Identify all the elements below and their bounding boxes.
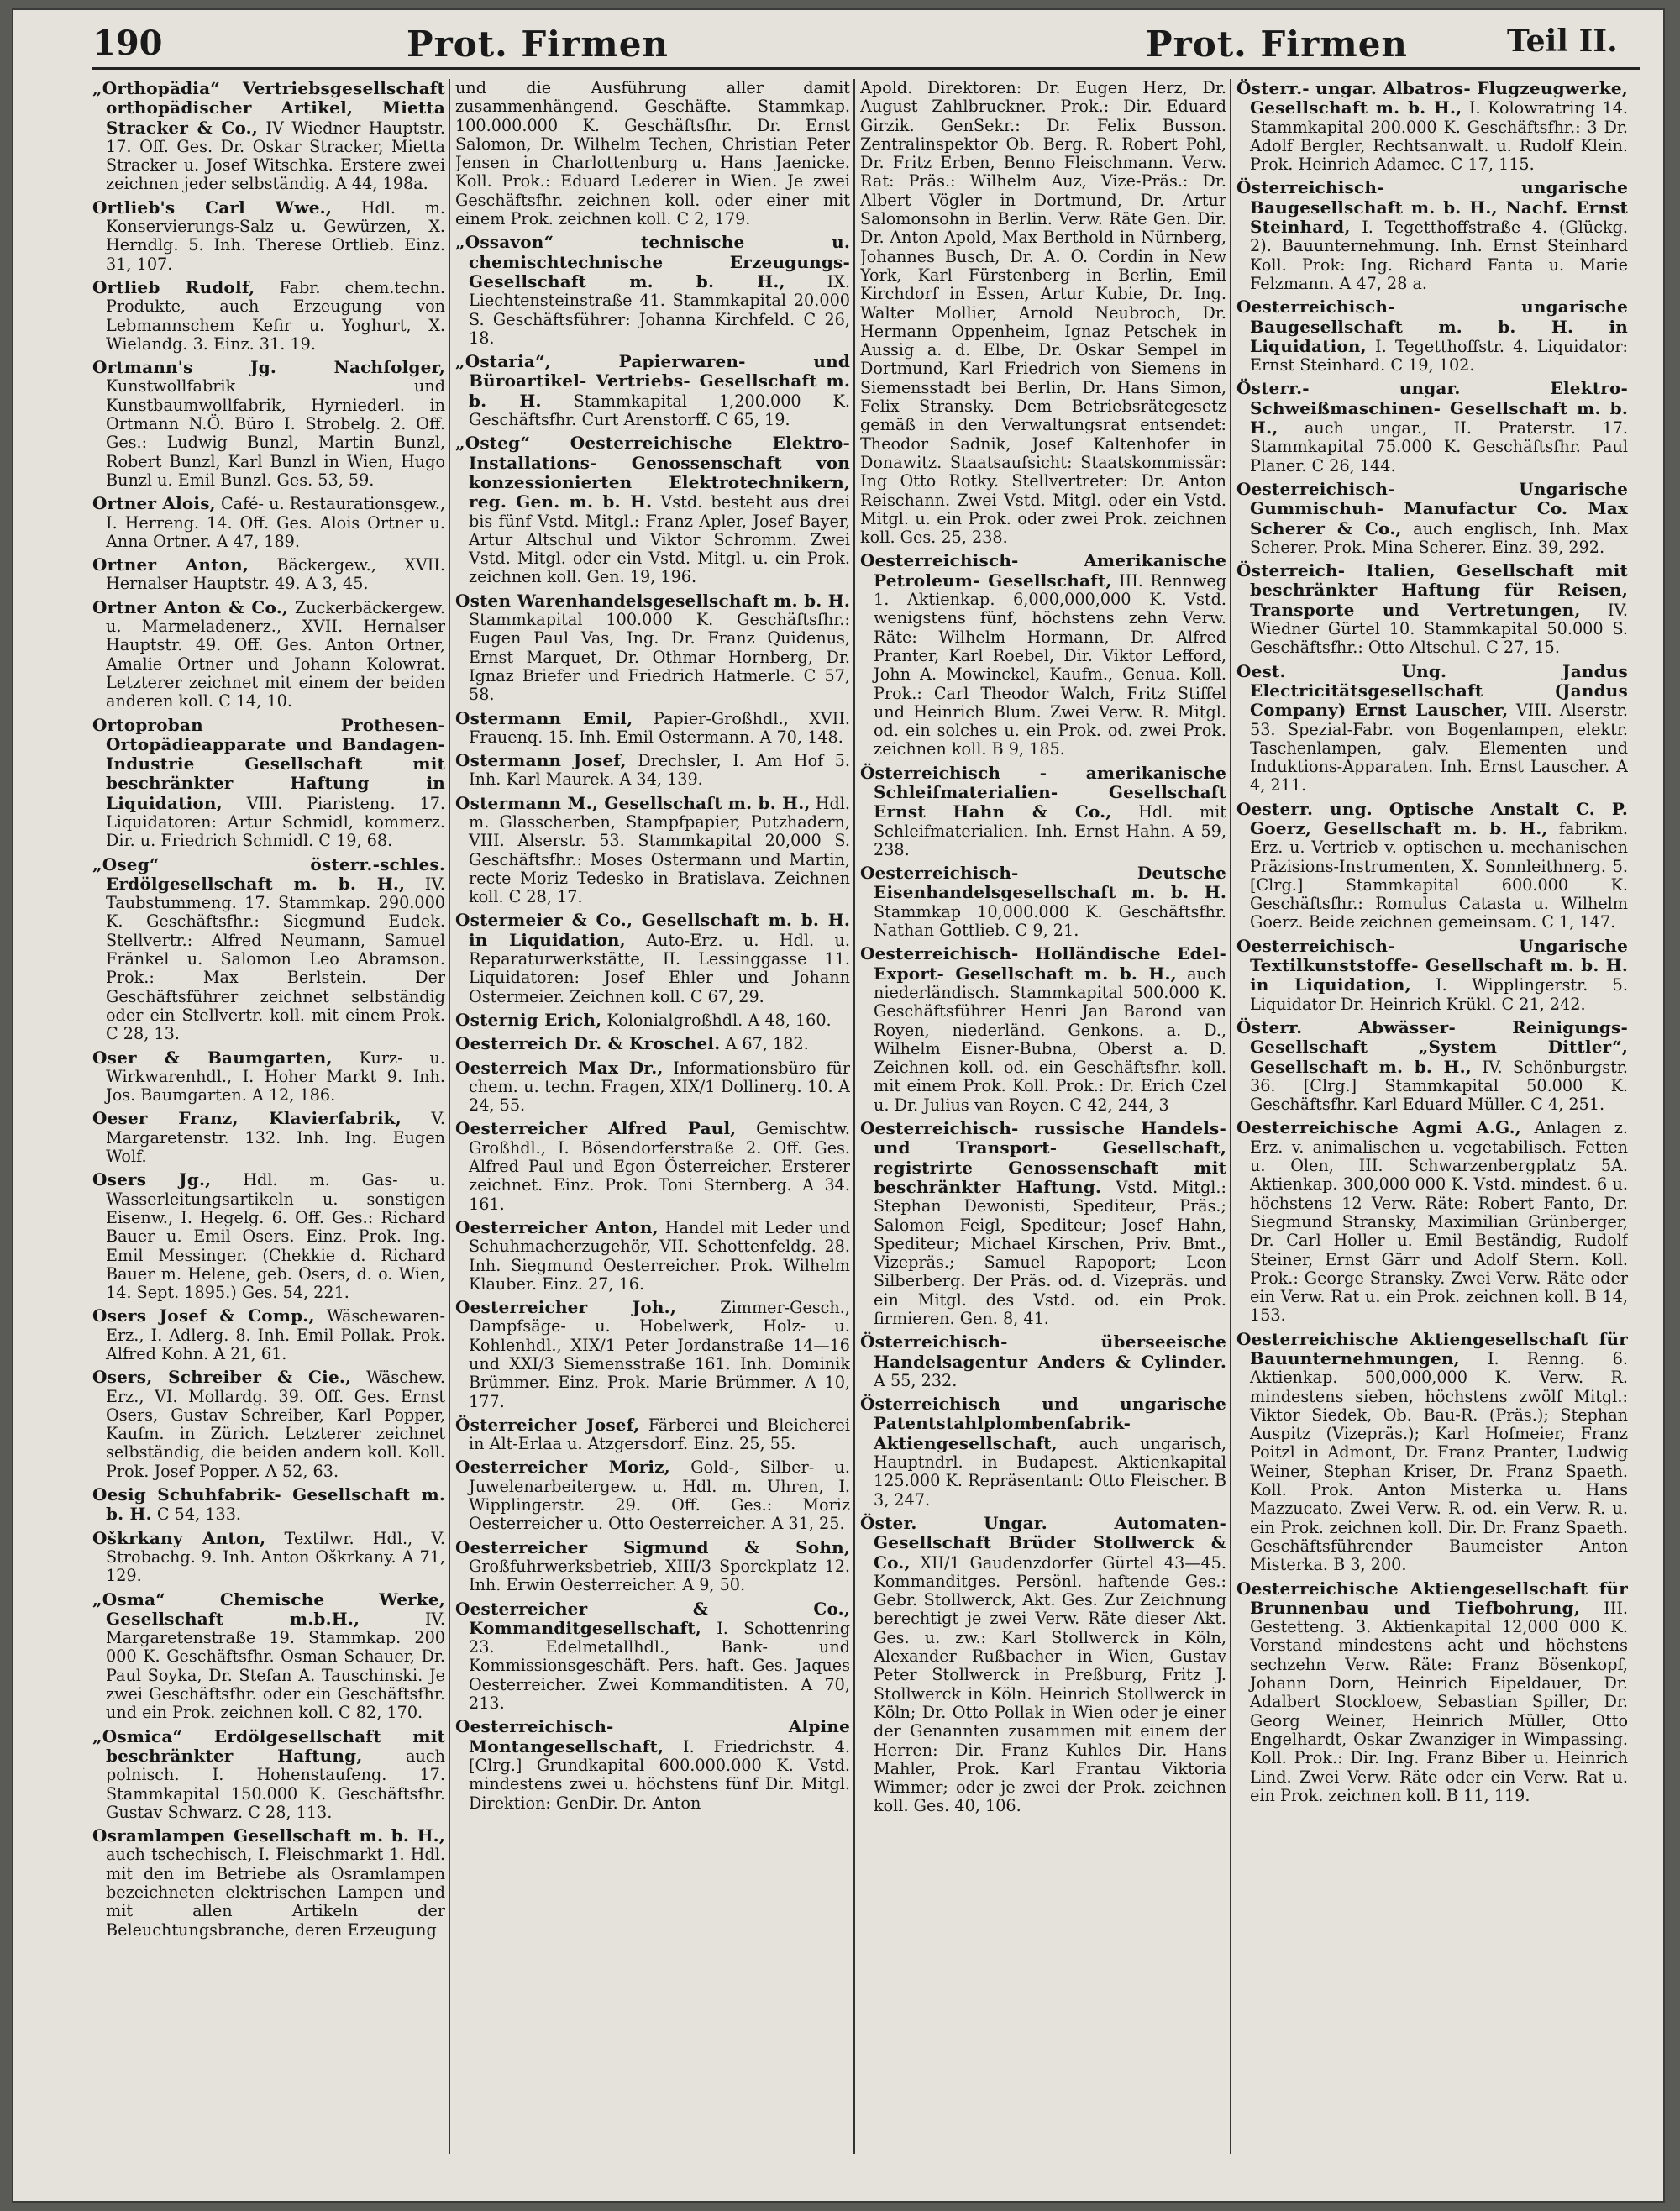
directory-entry — [92, 1170, 445, 1302]
firm-name: Oesterreicher & Co., Kommanditgesellschaft, — [455, 1598, 850, 1638]
entry-details: Auto-Erz. u. Hdl. u. Reparaturwerkstätte, II. Lessinggasse 11. Liquidatoren: Josef Ehler und Johann Ostermeier. Zeichnen koll. C 67, 29. — [469, 930, 850, 1006]
directory-entry — [1236, 79, 1628, 174]
firm-name: Oesterreicher Sigmund & Sohn, — [455, 1536, 850, 1557]
entry-details: I. Tegetthoffstr. 4. Liquidator: Ernst Steinhard. C 19, 102. — [1250, 336, 1628, 376]
entry-details: III. Rennweg 1. Aktienkap. 6,000,000,000 K. Vstd. wenigstens fünf, höchstens zehn Verw. Räte: Wilhelm Hormann, Dr. Alfred Pranter, Karl Roebel, Dir. Viktor Lefford, John A. Mowinckel, Kaufm., Genua. Koll. Prok.: Carl Theodor Walch, Fritz Stiffel und Heinrich Blum. Zwei Verw. R. Mitgl. od. ein solches u. ein Prok. od. zwei Prok. zeichnen koll. B 9, 185. — [874, 570, 1226, 759]
entry-details: Wäschew. Erz., VI. Mollardg. 39. Off. Ges. Ernst Osers, Gustav Schreiber, Karl Popper, Kaufm. in Zürich. Letzterer zeichnet selbständig, die beiden andern koll. Koll. Prok. Josef Popper. A 52, 63. — [106, 1368, 445, 1481]
directory-entry — [455, 591, 850, 705]
entry-details: Färberei und Bleicherei in Alt-Erlaa u. Atzgersdorf. Einz. 25, 55. — [469, 1415, 850, 1454]
firm-name: Österreichisch - amerikanische Schleifmaterialien- Gesellschaft Ernst Hahn & Co., — [860, 762, 1226, 822]
page-number: 190 — [92, 24, 163, 63]
directory-entry — [455, 911, 850, 1006]
directory-entry — [455, 1218, 850, 1294]
directory-entry — [455, 751, 850, 790]
directory-entry — [92, 598, 445, 712]
firm-name: Oesterreichisch- Deutsche Eisenhandelsgesellschaft m. b. H. — [860, 863, 1226, 903]
directory-entry — [1236, 561, 1628, 657]
directory-entry — [1236, 379, 1628, 475]
firm-name: Osramlampen Gesellschaft m. b. H., — [92, 1825, 445, 1846]
directory-entry — [1236, 1330, 1628, 1575]
directory-entry — [1236, 1018, 1628, 1114]
entry-details: Hdl. m. Konservierungs-Salz u. Gewürzen, X. Herndlg. 5. Inh. Therese Ortlieb. Einz. 31, 107. — [106, 197, 445, 274]
entry-details: I. Kolowratring 14. Stammkapital 200.000 K. Geschäftsfhr.: 3 Dr. Adolf Bergler, Rechtsanwalt. u. Rudolf Klein. Prok. Heinrich Adamec. C 17, 115. — [1250, 98, 1628, 175]
directory-entry — [455, 1058, 850, 1116]
firm-name: Oesterreichisch- Amerikanische Petroleum- Gesellschaft, — [860, 550, 1226, 591]
entry-details: Café- u. Restaurationsgew., I. Herreng. 14. Off. Ges. Alois Ortner u. Anna Ortner. A 47, 189. — [106, 494, 445, 551]
entry-details: Stammkapital 100.000 K. Geschäftsfhr.: Eugen Paul Vas, Ing. Dr. Franz Quidenus, Ernst Marquet, Dr. Othmar Hornberg, Dr. Ignaz Briefer und Friedrich Hatmerle. C 57, 58. — [469, 610, 850, 705]
firm-name: Österr. Abwässer- Reinigungs- Gesellschaft „System Dittler“, Gesellschaft m. b. H., — [1236, 1016, 1628, 1077]
firm-name: Osers Jg., — [92, 1169, 212, 1190]
directory-entry — [860, 944, 1226, 1115]
firm-name: Oesterreichisch- russische Handels- und Transport- Gesellschaft, registrirte Genossenschaft mit beschränkter Haftung. — [860, 1118, 1226, 1197]
directory-entry — [455, 79, 850, 228]
running-title-right: Prot. Firmen — [1146, 24, 1408, 65]
firm-name: Ortner Anton & Co., — [92, 596, 289, 617]
firm-name: Ortlieb's Carl Wwe., — [92, 197, 332, 218]
firm-name: Oesterreichisch- ungarische Baugesellschaft m. b. H. in Liquidation, — [1236, 297, 1628, 356]
column-1 — [92, 79, 445, 2171]
entry-details: auch tschechisch, I. Fleischmarkt 1. Hdl. mit den im Betriebe als Osramlampen bezeichneten elektrischen Lampen und mit allen Artikeln der Beleuchtungsbranche, deren Erzeugung — [106, 1845, 445, 1940]
firm-name: Ortoproban Prothesen- Ortopädieapparate und Bandagen-Industrie Gesellschaft mit beschränkter Haftung in Liquidation, — [92, 714, 445, 813]
entry-details: A 55, 232. — [874, 1370, 958, 1390]
entry-details: Zimmer-Gesch., Dampfsäge- u. Hobelwerk, Holz- u. Kohlenhdl., XIX/1 Peter Jordanstraße 14—16 und XXI/3 Siemensstraße 161. Inh. Dominik Brümmer. Einz. Prok. Marie Brümmer. A 10, 177. — [469, 1298, 850, 1411]
directory-entry — [92, 278, 445, 354]
entry-details: auch ungarisch, Hauptndrl. in Budapest. Aktienkapital 125.000 K. Repräsentant: Otto Fleischer. B 3, 247. — [874, 1433, 1226, 1510]
entry-details: Handel mit Leder und Schuhmacherzugehör, VII. Schottenfeldg. 28. Inh. Siegmund Oesterreicher. Prok. Wilhelm Klauber. Einz. 27, 16. — [469, 1217, 850, 1294]
directory-entry — [92, 1485, 445, 1525]
entry-details: XII/1 Gaudenzdorfer Gürtel 43—45. Kommanditges. Persönl. haftende Ges.: Gebr. Stollwerck, Akt. Ges. Zur Zeichnung berechtigt je zwei Verw. Räte dieser Akt. Ges. u. zw.: Karl Stollwerck in Köln, Alexander Rußbacher in Wien, Gustav Peter Stollwerck in Preßburg, Fritz J. Stollwerck in Köln. Heinrich Stollwerck in Köln; Dr. Otto Pollak in Wien oder je einer der Genannten zusammen mit einem der Herren: Dir. Franz Kuhles Dir. Hans Mahler, Prok. Karl Frantau Viktoria Wimmer; oder je zwei der Prok. zeichnen koll. Ges. 40, 106. — [874, 1552, 1226, 1816]
directory-entry — [92, 1590, 445, 1723]
directory-entry — [455, 794, 850, 907]
firm-name: „Osmica“ Erdölgesellschaft mit beschränkter Haftung, — [92, 1725, 445, 1766]
firm-name: Ostermann Josef, — [455, 750, 627, 771]
firm-name: Österreicher Josef, — [455, 1414, 640, 1435]
directory-entry — [860, 764, 1226, 859]
directory-entry — [92, 79, 445, 194]
entry-details: Wäschewaren-Erz., I. Adlerg. 8. Inh. Emil Pollak. Prok. Alfred Kohn. A 21, 61. — [106, 1306, 445, 1363]
firm-name: „Ossavon“ technische u. chemischtechnische Erzeugungs-Gesellschaft m. b. H., — [455, 232, 850, 291]
page-header — [12, 8, 1665, 76]
directory-entry — [455, 433, 850, 586]
firm-name: Ortner Anton, — [92, 554, 249, 575]
firm-name: Ortmann's Jg. Nachfolger, — [92, 357, 445, 378]
entry-details: IV. Margaretenstraße 19. Stammkap. 200 000 K. Geschäftsfhr. Osman Schauer, Dr. Paul Soyka, Dr. Stefan A. Tauschinski. Je zwei Geschäftsfhr. oder ein Geschäftsfhr. und ein Prok. zeichnen koll. C 82, 170. — [106, 1609, 445, 1723]
entry-details: V. Margaretenstr. 132. Inh. Ing. Eugen Wolf. — [106, 1109, 445, 1167]
firm-name: „Ostaria“, Papierwaren- und Büroartikel- Vertriebs- Gesellschaft m. b. H. — [455, 351, 850, 411]
directory-entry — [92, 1306, 445, 1363]
firm-name: Österreich- Italien, Gesellschaft mit beschränkter Haftung für Reisen, Transporte und Vertretungen, — [1236, 560, 1628, 620]
entry-details: Vstd. besteht aus drei bis fünf Vstd. Mitgl.: Franz Apler, Josef Bayer, Artur Altschul und Viktor Schromm. Zwei Vstd. Mitgl. oder ein Vstd. Mitgl. u. ein Prok. zeichnen koll. Gen. 19, 196. — [469, 492, 850, 587]
firm-name: Oesterreichische Agmi A.G., — [1236, 1117, 1521, 1138]
column-divider — [1230, 79, 1231, 2154]
firm-name: Osternig Erich, — [455, 1009, 602, 1030]
firm-name: Ostermeier & Co., Gesellschaft m. b. H. in Liquidation, — [455, 910, 850, 950]
entry-details: Kolonialgroßhdl. A 48, 160. — [601, 1010, 832, 1030]
entry-details: C 54, 133. — [151, 1505, 241, 1525]
entry-details: Bäckergew., XVII. Hernalser Hauptstr. 49. A 3, 45. — [106, 555, 445, 594]
firm-name: Oesterreichische Aktiengesellschaft für Bauunternehmungen, — [1236, 1328, 1628, 1368]
firm-name: Oser & Baumgarten, — [92, 1047, 333, 1068]
entry-details: auch niederländisch. Stammkapital 500.000 K. Geschäftsführer Henri Jan Barond van Royen, niederländ. Genkons. a. D., Wilhelm Eisner-Bubna, Oberst a. D. Zeichnen koll. od. ein Geschäftsfhr. koll. mit einem Prok. Koll. Prok.: Dr. Erich Czel u. Dr. Julius van Royen. C 42, 244, 3 — [874, 964, 1226, 1115]
firm-name: Oesterreicher Moriz, — [455, 1457, 670, 1478]
entry-details: Großfuhrwerksbetrieb, XIII/3 Sporckplatz 12. Inh. Erwin Oesterreicher. A 9, 50. — [469, 1556, 850, 1595]
firm-name: Österreichisch- ungarische Baugesellschaft m. b. H., Nachf. Ernst Steinhard, — [1236, 177, 1628, 238]
column-2 — [455, 79, 850, 2171]
entry-details: IV. Wiedner Gürtel 10. Stammkapital 50.000 S. Geschäftsfhr.: Otto Altschul. C 27, 15. — [1250, 600, 1628, 658]
firm-name: Osers Josef & Comp., — [92, 1305, 315, 1326]
entry-details: Papier-Großhdl., XVII. Frauenq. 15. Inh. Emil Ostermann. A 70, 148. — [469, 708, 850, 747]
directory-entry — [92, 855, 445, 1044]
entry-details: Textilwr. Hdl., V. Strobachg. 9. Inh. Anton Oškrkany. A 71, 129. — [106, 1528, 445, 1586]
firm-name: Oesterreicher Joh., — [455, 1297, 676, 1318]
entry-details: auch englisch, Inh. Max Scherer. Prok. Mina Scherer. Einz. 39, 292. — [1250, 518, 1628, 557]
directory-entry — [92, 1109, 445, 1166]
directory-entry — [92, 358, 445, 490]
directory-entry — [860, 1394, 1226, 1510]
directory-entry — [860, 864, 1226, 940]
directory-entry — [1236, 480, 1628, 557]
firm-name: Oesig Schuhfabrik- Gesellschaft m. b. H. — [92, 1484, 445, 1525]
directory-entry — [92, 1529, 445, 1586]
firm-name: Ostermann Emil, — [455, 707, 633, 728]
directory-entry — [92, 1727, 445, 1822]
entry-details: Gold-, Silber- u. Juwelenarbeitergew. u. Hdl. m. Uhren, I. Wipplingerstr. 29. Off. Ges.: Moriz Oesterreicher u. Otto Oesterreicher. A 31, 25. — [469, 1457, 850, 1534]
firm-name: Ortner Alois, — [92, 493, 216, 514]
directory-entry — [1236, 1118, 1628, 1325]
firm-name: Oesterreich Max Dr., — [455, 1057, 664, 1078]
directory-entry — [92, 494, 445, 551]
firm-name: Oesterreichische Aktiengesellschaft für Brunnenbau und Tiefbohrung, — [1236, 1578, 1628, 1618]
entry-details: Drechsler, I. Am Hof 5. Inh. Karl Maurek. A 34, 139. — [469, 751, 850, 790]
directory-entry — [860, 551, 1226, 759]
entry-details: Hdl. m. Gas- u. Wasserleitungsartikeln u. sonstigen Eisenw., I. Hegelg. 6. Off. Ges.: Richard Bauer u. Emil Osers. Einz. Prok. Ing. Emil Messinger. (Chekkie d. Richard Bauer m. Helene, geb. Osers, d. o. Wien, 14. Sept. 1895.) Ges. 54, 221. — [106, 1170, 445, 1303]
firm-name: „Osma“ Chemische Werke, Gesellschaft m.b.H., — [92, 1589, 445, 1629]
part-label: Teil II. — [1507, 24, 1618, 59]
directory-entry — [455, 1011, 850, 1030]
entry-details: Hdl. mit Schleifmaterialien. Inh. Ernst Hahn. A 59, 238. — [874, 802, 1226, 859]
firm-name: Öster. Ungar. Automaten- Gesellschaft Brüder Stollwerck & Co., — [860, 1512, 1226, 1573]
firm-name: Oesterr. ung. Optische Anstalt C. P. Goerz, Gesellschaft m. b. H., — [1236, 798, 1628, 838]
firm-name: Österr.- ungar. Albatros- Flugzeugwerke, Gesellschaft m. b. H., — [1236, 79, 1628, 118]
firm-name: „Oseg“ österr.-schles. Erdölgesellschaft m. b. H., — [92, 853, 445, 894]
firm-name: Oškrkany Anton, — [92, 1527, 266, 1548]
directory-entry — [1236, 178, 1628, 293]
entry-details: und die Ausführung aller damit zusammenhängend. Geschäfte. Stammkap. 100.000.000 K. Geschäftsfhr. Dr. Ernst Salomon, Dr. Wilhelm Techen, Christian Peter Jensen in Charlottenburg u. Hans Jaenicke. Koll. Prok.: Eduard Lederer in Wien. Je zwei Geschäftsfhr. zeichnen koll. oder einer mit einem Prok. zeichnen koll. C 2, 179. — [455, 79, 850, 229]
entry-details: Vstd. Mitgl.: Stephan Dewonisti, Spediteur, Präs.; Salomon Feigl, Spediteur; Josef Hahn, Spediteur; Michael Kirschen, Priv. Bmt., Vizepräs.; Samuel Rapoport; Leon Silberberg. Der Präs. od. d. Vizepräs. und ein Mitgl. des Vstd. od. ein Prok. firmieren. Gen. 8, 41. — [874, 1177, 1226, 1328]
firm-name: Oesterreichisch- Ungarische Gummischuh- Manufactur Co. Max Scherer & Co., — [1236, 478, 1628, 538]
directory-entry — [455, 1034, 850, 1053]
column-4 — [1236, 79, 1628, 2171]
firm-name: Oesterreicher Alfred Paul, — [455, 1118, 737, 1139]
entry-details: auch ungar., II. Praterstr. 17. Stammkapital 75.000 K. Geschäftsfhr. Paul Planer. C 26, 144. — [1250, 418, 1628, 475]
entry-details: VIII. Piaristeng. 17. Liquidatoren: Artur Schmidl, kommerz. Dir. u. Friedrich Schmidl. C 19, 68. — [106, 793, 445, 851]
entry-details: Stammkap 10,000.000 K. Geschäftsfhr. Nathan Gottlieb. C 9, 21. — [874, 901, 1226, 941]
firm-name: Oeser Franz, Klavierfabrik, — [92, 1108, 402, 1129]
firm-name: Oesterreichisch- Holländische Edel- Export- Gesellschaft m. b. H., — [860, 943, 1226, 984]
firm-name: Ortlieb Rudolf, — [92, 276, 255, 297]
directory-entry — [455, 1415, 850, 1454]
entry-details: Apold. Direktoren: Dr. Eugen Herz, Dr. August Zahlbruckner. Prok.: Dir. Eduard Girzik. GenSekr.: Dr. Felix Busson. Zentralinspektor Ob. Berg. R. Robert Pohl, Dr. Fritz Erben, Benno Fleischmann. Verw. Rat: Präs.: Wilhelm Auz, Vize-Präs.: Dr. Albert Vögler in Dortmund, Dr. Artur Salomonsohn in Berlin. Verw. Räte Gen. Dir. Dr. Anton Apold, Max Berthold in Nürnberg, Johannes Busch, Dr. A. O. Cordin in New York, Karl Fürstenberg in Berlin, Emil Kirchdorf in Essen, Artur Kubie, Dr. Ing. Walter Mollier, Arnold Neubroch, Dr. Hermann Oppenheim, Ignaz Petschek in Aussig a. d. Elbe, Dr. Oskar Sempel in Dortmund, Karl Friedrich von Siemens in Siemensstadt bei Berlin, Dr. Hans Simon, Felix Stransky. Dem Betriebsrätegesetz gemäß in den Verwaltungsrat entsendet: Theodor Sadnik, Josef Kaltenhofer in Donawitz. Staatsaufsicht: Staatskommissär: Ing Otto Rotky. Stellvertreter: Dr. Anton Reischann. Zwei Vstd. Mitgl. oder ein Vstd. Mitgl. u. ein Prok. oder zwei Prok. zeichnen koll. Ges. 25, 238. — [860, 79, 1226, 548]
entry-details: auch polnisch. I. Hohenstaufeng. 17. Stammkapital 150.000 K. Geschäftsfhr. Gustav Schwarz. C 28, 113. — [106, 1746, 445, 1822]
entry-details: A 67, 182. — [720, 1034, 809, 1054]
directory-entry — [455, 1717, 850, 1812]
firm-name: Oesterreich Dr. & Kroschel. — [455, 1033, 721, 1054]
entry-details: Informationsbüro für chem. u. techn. Fragen, XIX/1 Dollinerg. 10. A 24, 55. — [469, 1058, 850, 1116]
firm-name: Ostermann M., Gesellschaft m. b. H., — [455, 792, 811, 813]
directory-entry — [1236, 937, 1628, 1014]
entry-details: Gemischtw. Großhdl., I. Bösendorferstraße 2. Off. Ges. Alfred Paul und Egon Österreicher. Ersterer zeichnet. Einz. Prok. Toni Sternberg. A 34. 161. — [469, 1119, 850, 1214]
entry-details: IV. Taubstummeng. 17. Stammkap. 290.000 K. Geschäftsfhr.: Siegmund Eudek. Stellvertr.: Alfred Neumann, Samuel Fränkel u. Salomon Leo Abramson. Prok.: Max Berlstein. Der Geschäftsführer zeichnet selbständig oder ein Stellvertr. koll. mit einem Prok. C 28, 13. — [106, 874, 445, 1044]
firm-name: Osers, Schreiber & Cie., — [92, 1367, 352, 1388]
entry-details: III. Gestetteng. 3. Aktienkapital 12,000 000 K. Vorstand mindestens acht und höchstens sechzehn Verw. Räte: Franz Bösenkopf, Johann Dorn, Heinrich Eipeldauer, Dr. Adalbert Stockloew, Sebastian Spiller, Dr. Georg Weiner, Heinrich Müller, Otto Engelhardt, Oskar Zwanziger in Wimpassing. Koll. Prok.: Dir. Ing. Franz Biber u. Heinrich Lind. Zwei Verw. Räte oder ein Verw. Rat u. ein Prok. zeichnen koll. B 11, 119. — [1250, 1598, 1628, 1805]
column-divider — [449, 79, 450, 2154]
directory-entry — [92, 1048, 445, 1106]
firm-name: Osten Warenhandelsgesellschaft m. b. H. — [455, 590, 850, 611]
entry-details: IX. Liechtensteinstraße 41. Stammkapital 20.000 S. Geschäftsführer: Johanna Kirchfeld. C 26, 18. — [469, 271, 850, 348]
running-title-left: Prot. Firmen — [407, 24, 669, 65]
firm-name: Oesterreichisch- Ungarische Textilkunststoffe- Gesellschaft m. b. H. in Liquidation, — [1236, 935, 1628, 995]
directory-entry — [860, 1514, 1226, 1816]
directory-entry — [1236, 297, 1628, 375]
directory-entry — [455, 1298, 850, 1411]
firm-name: „Orthopädia“ Vertriebsgesellschaft orthopädischer Artikel, Mietta Stracker & Co., — [92, 79, 445, 138]
entry-details: fabrikm. Erz. u. Vertrieb v. optischen u. mechanischen Präzisions-Instrumenten, X. Sonnleithnerg. 5. [Clrg.] Stammkapital 600.000 K. Geschäftsfhr.: Romulus Catasta u. Wilhelm Goerz. Beide zeichnen gemeinsam. C 1, 147. — [1250, 818, 1628, 932]
directory-entry — [455, 352, 850, 429]
column-3 — [860, 79, 1226, 2171]
directory-entry — [92, 555, 445, 594]
directory-entry — [92, 716, 445, 851]
directory-entry — [455, 233, 850, 348]
entry-details: Stammkapital 1,200.000 K. Geschäftsfhr. Curt Arenstorff. C 65, 19. — [469, 391, 850, 430]
entry-details: I. Tegetthoffstraße 4. (Glückg. 2). Bauunternehmung. Inh. Ernst Steinhard Koll. Prok: Ing. Richard Fanta u. Marie Felzmann. A 47, 28 a. — [1250, 218, 1628, 293]
directory-entry — [860, 1332, 1226, 1390]
directory-entry — [860, 1119, 1226, 1328]
entry-details: Fabr. chem.techn. Produkte, auch Erzeugung von Lebmannschem Kefir u. Yoghurt, X. Wielandg. 3. Einz. 31. 19. — [106, 277, 445, 354]
directory-entry — [92, 1826, 445, 1940]
entry-details: VIII. Alserstr. 53. Spezial-Fabr. von Bogenlampen, elektr. Taschenlampen, galv. Elementen und Induktions-Apparaten. Inh. Ernst Lauscher. A 4, 211. — [1250, 701, 1628, 796]
entry-details: Kurz- u. Wirkwarenhdl., I. Hoher Markt 9. Inh. Jos. Baumgarten. A 12, 186. — [106, 1048, 445, 1106]
entry-details: Anlagen z. Erz. v. animalischen u. vegetabilisch. Fetten u. Olen, III. Schwarzenbergplatz 5A. Aktienkap. 300,000 000 K. Vstd. mindest. 6 u. höchstens 12 Verw. Räte: Robert Fanto, Dr. Siegmund Stransky, Maximilian Grünberger, Dr. Carl Holler u. Emil Beständig, Rudolf Steiner, Ernst Gärr und Adolf Stern. Koll. Prok.: George Stransky. Zwei Verw. Räte oder ein Verw. Rat u. ein Prok. zeichnen koll. B 14, 153. — [1250, 1118, 1628, 1326]
firm-name: Österreichisch und ungarische Patentstahlplombenfabrik- Aktiengesellschaft, — [860, 1394, 1226, 1453]
directory-entry — [92, 1368, 445, 1481]
directory-entry — [1236, 800, 1628, 932]
firm-name: Oesterreicher Anton, — [455, 1216, 659, 1237]
entry-details: I. Friedrichstr. 4. [Clrg.] Grundkapital 600.000.000 K. Vstd. mindestens zwei u. höchstens fünf Dir. Mitgl. Direktion: GenDir. Dr. Anton — [469, 1736, 850, 1813]
directory-entry — [455, 709, 850, 748]
firm-name: Oesterreichisch- Alpine Montangesellschaft, — [455, 1716, 850, 1757]
directory-entry — [455, 1538, 850, 1595]
directory-entry — [455, 1457, 850, 1533]
directory-entry — [455, 1119, 850, 1213]
entry-details: IV Wiedner Hauptstr. 17. Off. Ges. Dr. Oskar Stracker, Mietta Stracker u. Josef Witschka. Erstere zwei zeichnen jeder selbständig. A 44, 198a. — [106, 118, 445, 194]
directory-entry — [860, 79, 1226, 547]
firm-name: Oest. Ung. Jandus Electricitätsgesellschaft (Jandus Company) Ernst Lauscher, — [1236, 660, 1628, 721]
directory-entry — [92, 198, 445, 274]
header-rule — [92, 67, 1640, 70]
directory-page — [12, 8, 1665, 2203]
directory-entry — [1236, 662, 1628, 796]
entry-details: I. Schottenring 23. Edelmetallhdl., Bank- und Kommissionsgeschäft. Pers. haft. Ges. Jaques Oesterreicher. Zwei Kommanditisten. A 70, 213. — [469, 1618, 850, 1714]
directory-entry — [455, 1599, 850, 1714]
directory-entry — [1236, 1579, 1628, 1806]
entry-details: Hdl. m. Glasscherben, Stampfpapier, Putzhadern, VIII. Alserstr. 53. Stammkapital 20,000 S. Geschäftsfhr.: Moses Ostermann und Martin, recte Moriz Tedesko in Bratislava. Zeichnen koll. C 28, 17. — [469, 793, 850, 907]
firm-name: „Osteg“ Oesterreichische Elektro- Installations- Genossenschaft von konzessionierten Elektrotechnikern, reg. Gen. m. b. H. — [455, 433, 850, 512]
entry-details: Kunstwollfabrik und Kunstbaumwollfabrik, Hyrniederl. in Ortmann N.Ö. Büro I. Strobelg. 2. Off. Ges.: Ludwig Bunzl, Martin Bunzl, Robert Bunzl, Karl Bunzl in Wien, Hugo Bunzl u. Emil Bunzl. Ges. 53, 59. — [106, 376, 445, 490]
entry-details: IV. Schönburgstr. 36. [Clrg.] Stammkapital 50.000 K. Geschäftsfhr. Karl Eduard Müller. C 4, 251. — [1250, 1057, 1628, 1115]
entry-details: I. Wipplingerstr. 5. Liquidator Dr. Heinrich Krükl. C 21, 242. — [1250, 975, 1628, 1014]
firm-name: Österr.- ungar. Elektro- Schweißmaschinen- Gesellschaft m. b. H., — [1236, 378, 1628, 439]
entry-details: I. Renng. 6. Aktienkap. 500,000,000 K. Verw. R. mindestens sieben, höchstens zwölf Mitgl.: Viktor Siedek, Ob. Bau-R. (Präs.); Stephan Auspitz (Vizepräs.); Karl Hofmeier, Franz Poitzl in Admont, Dr. Franz Pranter, Ludwig Weiner, Stephan Kriser, Dr. Franz Spaeth. Koll. Prok. Anton Misterka u. Hans Mazzucato. Zwei Verw. R. od. ein Verw. R. u. ein Prok. zeichnen koll. Dir. Dr. Franz Spaeth. Geschäftsführender Baumeister Anton Misterka. B 3, 200. — [1250, 1349, 1628, 1575]
column-divider — [853, 79, 855, 2154]
entry-details: Zuckerbäckergew. u. Marmeladenerz., XVII. Hernalser Hauptstr. 49. Off. Ges. Anton Ortner, Amalie Ortner und Johann Kolowrat. Letzterer zeichnet mit einem der beiden anderen koll. C 14, 10. — [106, 597, 445, 712]
firm-name: Österreichisch- überseeische Handelsagentur Anders & Cylinder. — [860, 1331, 1226, 1372]
